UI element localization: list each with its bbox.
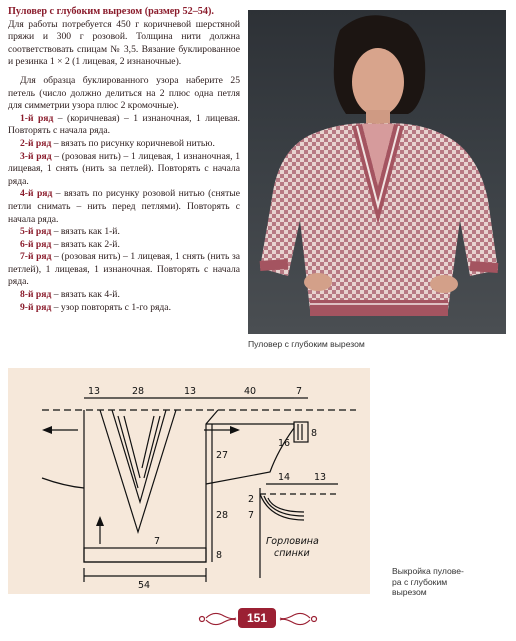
dim-label: 14 [278,472,291,483]
caption-line: Выкройка пулове- [392,566,464,576]
row-instruction [8,251,240,289]
row-text: – вязать как 1-й. [53,226,120,238]
dim-label: 8 [216,550,223,561]
row-instruction [8,226,240,239]
caption-line: вырезом [392,587,427,597]
row-instruction [8,138,240,151]
page-title: Пуловер с глубоким вырезом (размер 52–54). [8,6,214,17]
row-label: 1-й ряд [20,112,54,124]
dim-label: 16 [278,438,291,449]
sweater-photo-illustration [248,10,506,334]
back-neck-label: Горловина [266,536,319,547]
dim-label: 8 [311,428,318,439]
row-label: 2-й ряд [20,137,52,149]
photo-caption: Пуловер с глубоким вырезом [248,339,365,349]
row-text: – вязать как 2-й. [53,238,120,250]
row-instruction [8,289,240,302]
dim-label: 40 [244,386,257,397]
page-number: 151 [238,608,276,628]
dim-label: 7 [154,536,161,547]
dim-label: 7 [248,510,255,521]
row-text: – (розовая нить) – 1 лицевая, 1 снять (нить за петлей), 1 лицевая, 1 изнаночная. Повторять с начала ряда. [8,251,241,288]
page-footer [0,602,516,636]
dim-label: 7 [296,386,303,397]
back-neck-label: спинки [274,548,310,559]
row-text: – вязать по рисунку розовой нитью (снятые петли снимать – нить перед петлями). Повторять с начала ряда. [8,188,240,225]
row-label: 5-й ряд [20,226,52,238]
row-text: – вязать как 4-й. [53,289,120,301]
dim-label: 13 [184,386,197,397]
dim-label: 54 [138,580,151,591]
row-text: – узор повторять с 1-го ряда. [53,301,171,313]
row-label: 3-й ряд [20,150,52,162]
sample-paragraph: Для образца буклированного узора наберите 25 петель (число должно делиться на 2 плюс одна петля для симметрии узора плюс 2 кромочные). [8,74,240,112]
row-label: 6-й ряд [20,238,52,250]
dim-label: 13 [88,386,101,397]
row-instruction [8,188,240,226]
intro-paragraph: Для работы потребуется 450 г коричневой шерстяной пряжи и 300 г розовой. Толщина нити должна соответствовать спицам № 3,5. Вязание буклированное и резинка 1 × 2 (1 лицевая, 2 изнаночные). [8,18,240,68]
model-photo [248,10,506,334]
schematic-drawing [8,368,370,594]
caption-line: ра с глубоким [392,576,448,587]
row-text: – (розовая нить) – 1 лицевая, 1 изнаночная, 1 лицевая, 1 снять (нить за петлей). Повторять с начала ряда. [8,150,240,187]
row-label: 8-й ряд [20,289,52,301]
row-instruction [8,302,240,315]
dim-label: 27 [216,450,229,461]
row-label: 9-й ряд [20,301,52,313]
row-text: – вязать по рисунку коричневой нитью. [53,137,215,149]
row-label: 7-й ряд [20,251,52,263]
instructions-column [8,6,240,314]
schematic-caption [392,566,502,598]
row-instruction [8,113,240,138]
dim-label: 28 [216,510,229,521]
dim-label: 2 [248,494,255,505]
dim-label: 13 [314,472,327,483]
dim-label: 28 [132,386,145,397]
row-instruction [8,151,240,189]
row-label: 4-й ряд [20,188,53,200]
pattern-schematic [8,368,370,594]
row-text: – (коричневая) – 1 изнаночная, 1 лицевая. Повторять с начала ряда. [8,112,240,137]
row-instruction [8,239,240,252]
